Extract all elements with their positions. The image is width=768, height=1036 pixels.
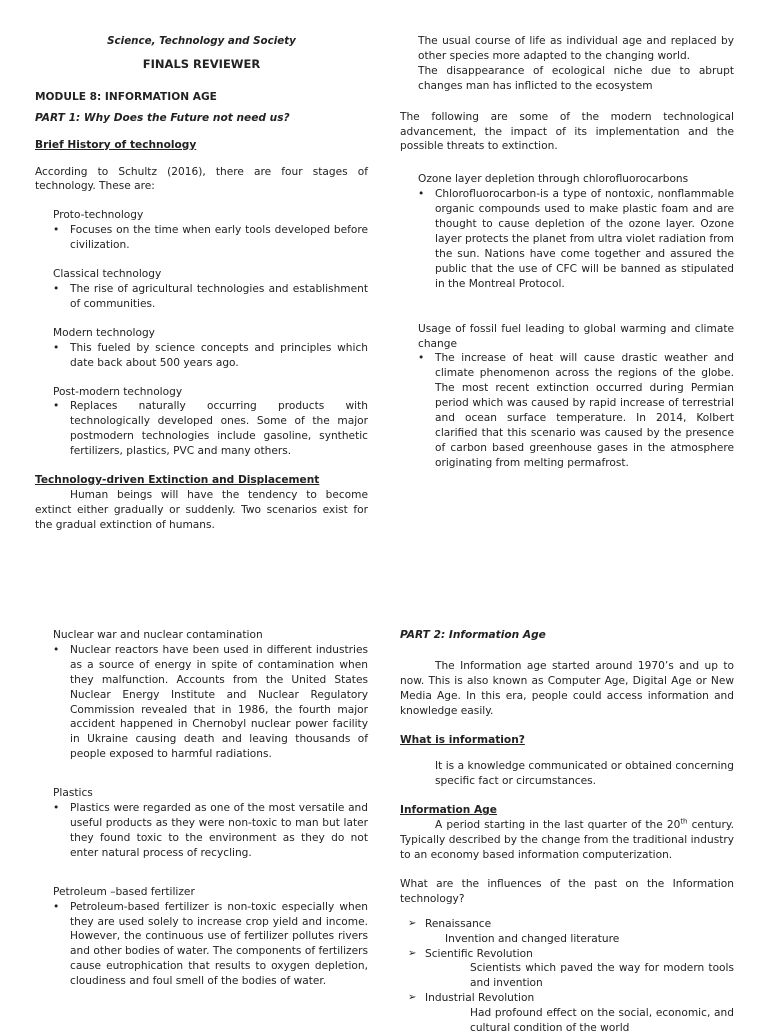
left-column-top [35, 34, 368, 533]
stage-bullet: • This fueled by science concepts and principles which date back about 500 years ago. [35, 341, 368, 371]
extinction-text: Human beings will have the tendency to become extinct either gradually or suddenly. Two scenarios exist for the gradual extinction of humans. [35, 488, 368, 531]
scenario-1: The usual course of life as individual age and replaced by other species more adapted to the changing world. [418, 35, 734, 62]
right-column-top [400, 34, 734, 471]
ozone-bullet: • Chlorofluorocarbon-is a type of nontoxic, nonflammable organic compounds used to make plastic foam and are thought to cause depletion of the ozone layer. Ozone layer protects the planet from ultra violet radiation from the sun. Nations have come together and assured the public that the use of CFC will be banned as stipulated in the Montreal Protocol. [400, 187, 734, 291]
left-column-bottom [35, 628, 368, 989]
stage-bullet: • Focuses on the time when early tools developed before civilization. [35, 223, 368, 253]
stage-name: Proto-technology [53, 209, 144, 222]
info-age-def-sup: th [680, 817, 688, 826]
influences-question: What are the influences of the past on the Information technology? [400, 877, 734, 905]
nuclear-heading: Nuclear war and nuclear contamination [53, 629, 263, 641]
stage-name: Post-modern technology [53, 385, 183, 398]
part1-heading: PART 1: Why Does the Future not need us? [35, 111, 290, 124]
advancements-intro: The following are some of the modern technological advancement, the impact of its implementation and the possible threats to extinction. [400, 110, 734, 153]
influence-name: ➢ Industrial Revolution [400, 991, 734, 1006]
stage-name: Classical technology [53, 268, 162, 281]
info-age-def-post: century. Typically described by the change from the traditional industry to an economy based information computerization. [400, 819, 734, 861]
info-age-text: The Information age started around 1970’s and up to now. This is also known as Computer Age, Digital Age or New Media Age. In this era, people could access information and knowledge easily. [400, 659, 734, 717]
nuclear-bullet: • Nuclear reactors have been used in different industries as a source of energy in spite of contamination when they malfunction. Accounts from the United States Nuclear Energy Institute and Nuclear Regulatory Commission revealed that in 1986, the fourth major accident happened in Chernobyl nuclear power facility in Ukraine causing death and leaving thousands of people exposed to harmful radiations. [35, 643, 368, 762]
stages-intro: According to Schultz (2016), there are four stages of technology. These are: [35, 165, 368, 193]
influence-desc: Invention and changed literature [445, 932, 620, 945]
influence-name: ➢ Renaissance [400, 917, 734, 932]
what-is-info-text: It is a knowledge communicated or obtained concerning specific fact or circumstances. [435, 760, 734, 788]
document-title: FINALS REVIEWER [142, 56, 261, 71]
fossil-heading: Usage of fossil fuel leading to global warming and climate change [418, 322, 734, 350]
stage-bullet: • Replaces naturally occurring products with technologically developed ones. Some of the major postmodern technologies include gasoline, synthetic fertilizers, plastics, PVC and many others. [35, 399, 368, 459]
page-bottom [0, 618, 768, 1035]
scenario-2: The disappearance of ecological niche due to abrupt changes man has inflicted to the ecosystem [418, 64, 734, 92]
extinction-heading: Technology-driven Extinction and Displacement [35, 474, 320, 487]
ozone-heading: Ozone layer depletion through chlorofluorocarbons [418, 173, 689, 186]
stage-bullet: • The rise of agricultural technologies and establishment of communities. [35, 282, 368, 312]
right-column-bottom [400, 628, 734, 1036]
fossil-bullet: • The increase of heat will cause drastic weather and climate phenomenon across the regions of the globe. The most recent extinction occurred during Permian period which was caused by rapid increase of terrestrial and ocean surface temperature. In 2014, Kolbert clarified that this scenario was caused by the presence of carbon based greenhouse gases in the atmosphere originating from melting permafrost. [400, 351, 734, 470]
part2-heading: PART 2: Information Age [400, 629, 546, 641]
petroleum-heading: Petroleum –based fertilizer [53, 885, 195, 898]
brief-history-heading: Brief History of technology [35, 138, 197, 151]
what-is-info-heading: What is information? [400, 733, 525, 746]
influence-name: ➢ Scientific Revolution [400, 947, 734, 962]
stage-name: Modern technology [53, 326, 155, 339]
info-age-heading: Information Age [400, 804, 497, 817]
petroleum-bullet: • Petroleum-based fertilizer is non-toxic especially when they are used solely to increase crop yield and income. However, the continuous use of fertilizer pollutes rivers and other bodies of water. The components of fertilizers cause eutrophication that results to oxygen depletion, cloudiness and foul smell of the bodies of water. [35, 900, 368, 989]
course-title: Science, Technology and Society [107, 35, 296, 47]
plastics-bullet: • Plastics were regarded as one of the most versatile and useful products as they were non-toxic to man but later they found toxic to the environment as they do not enter natural process of recycling. [35, 801, 368, 861]
influence-desc: Had profound effect on the social, economic, and cultural condition of the world [470, 1007, 734, 1035]
info-age-def-pre: A period starting in the last quarter of the 20 [435, 819, 681, 832]
plastics-heading: Plastics [53, 787, 93, 800]
module-heading: MODULE 8: INFORMATION AGE [35, 90, 217, 103]
influence-desc: Scientists which paved the way for modern tools and invention [470, 962, 734, 990]
info-age-definition [400, 818, 734, 863]
